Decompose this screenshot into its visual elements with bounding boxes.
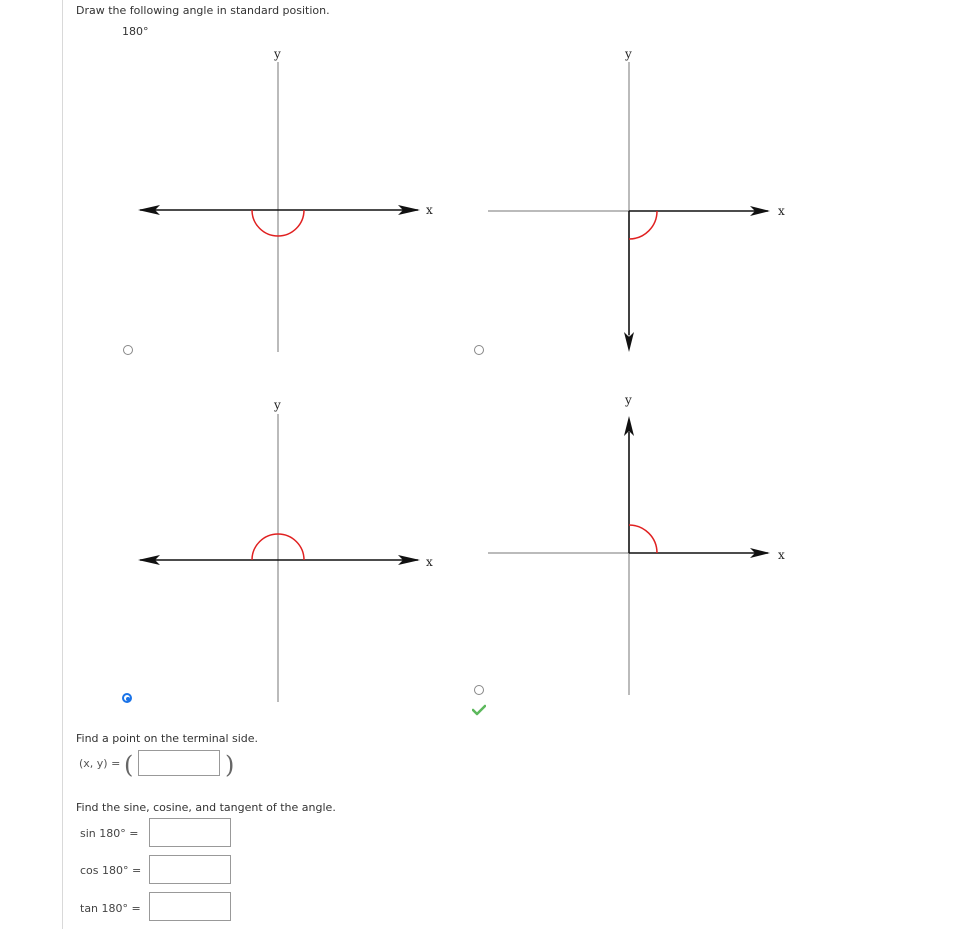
tan-input[interactable] [149,892,231,921]
x-axis-label: x [778,204,785,218]
right-paren: ) [225,751,235,779]
y-axis-label: y [274,47,281,61]
choice-d-radio[interactable] [474,685,484,695]
y-axis-label: y [625,47,632,61]
x-axis-label: x [426,203,433,217]
checkmark-icon [472,704,486,716]
given-angle: 180° [122,25,149,38]
point-prompt: Find a point on the terminal side. [76,732,259,745]
left-paren: ( [124,751,134,779]
trig-prompt: Find the sine, cosine, and tangent of the angle. [76,801,336,814]
sin-input[interactable] [149,818,231,847]
y-axis-label: y [274,398,281,412]
sin-label: sin 180° = [80,827,139,840]
x-axis-label: x [426,555,433,569]
y-axis-label: y [625,393,632,407]
x-axis-label: x [778,548,785,562]
cos-label: cos 180° = [80,864,142,877]
point-label: (x, y) = [79,757,121,770]
angle-arc [629,525,657,553]
question-prompt: Draw the following angle in standard position. [76,4,330,17]
tan-label: tan 180° = [80,902,141,915]
cos-input[interactable] [149,855,231,884]
point-input[interactable] [138,750,220,776]
